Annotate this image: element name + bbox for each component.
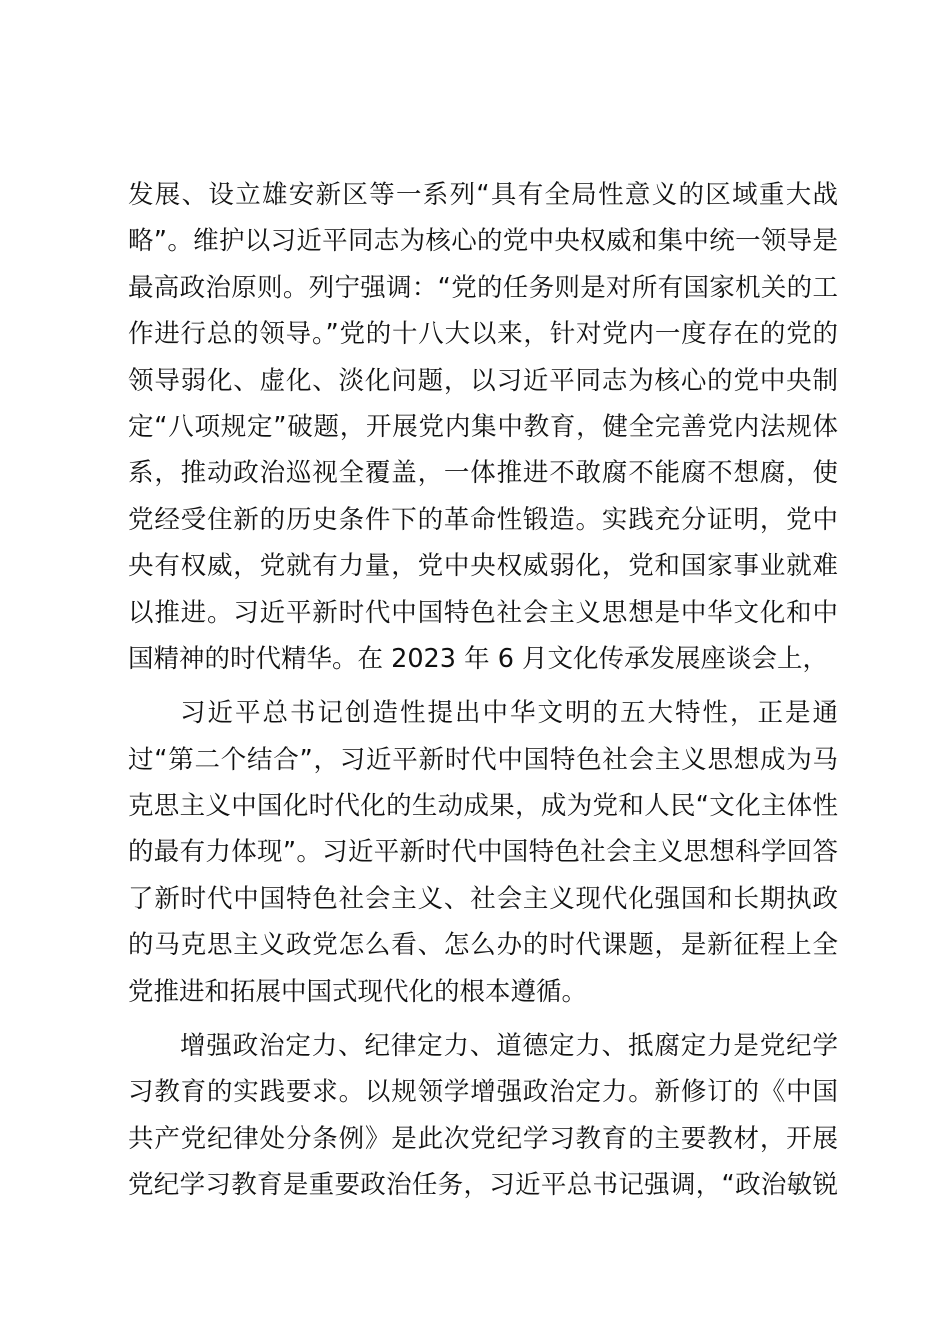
text-line: 定“八项规定”破题，开展党内集中教育，健全完善党内法规体 — [128, 411, 838, 442]
text-line: 的最有力体现”。习近平新时代中国特色社会主义思想科学回答 — [128, 837, 838, 868]
text-line: 了新时代中国特色社会主义、社会主义现代化强国和长期执政 — [128, 883, 838, 914]
text-line: 共产党纪律处分条例》是此次党纪学习教育的主要教材，开展 — [128, 1123, 838, 1154]
text-line: 最高政治原则。列宁强调：“党的任务则是对所有国家机关的工 — [128, 272, 838, 303]
text-line: 习近平总书记创造性提出中华文明的五大特性，正是通 — [180, 698, 838, 729]
paragraph-gap — [128, 682, 838, 690]
paragraph-2 — [128, 690, 838, 1015]
text-line: 克思主义中国化时代化的生动成果，成为党和人民“文化主体性 — [128, 791, 838, 822]
text-line: 增强政治定力、纪律定力、道德定力、抵腐定力是党纪学 — [180, 1031, 838, 1062]
text-line: 发展、设立雄安新区等一系列“具有全局性意义的区域重大战 — [128, 180, 838, 210]
paragraph-3 — [128, 1023, 838, 1209]
text-line: 党经受住新的历史条件下的革命性锻造。实践充分证明，党中 — [128, 504, 838, 535]
text-line: 国精神的时代精华。在 2023 年 6 月文化传承发展座谈会上， — [128, 643, 829, 674]
text-line: 系，推动政治巡视全覆盖，一体推进不敢腐不能腐不想腐，使 — [128, 458, 838, 489]
text-line: 习教育的实践要求。以规领学增强政治定力。新修订的《中国 — [128, 1077, 838, 1108]
text-line: 以推进。习近平新时代中国特色社会主义思想是中华文化和中 — [128, 597, 838, 628]
text-line: 领导弱化、虚化、淡化问题，以习近平同志为核心的党中央制 — [128, 365, 838, 396]
text-line: 党推进和拓展中国式现代化的根本遵循。 — [128, 976, 588, 1007]
text-line: 央有权威，党就有力量，党中央权威弱化，党和国家事业就难 — [128, 551, 838, 582]
text-line: 作进行总的领导。”党的十八大以来，针对党内一度存在的党的 — [128, 319, 838, 350]
body-text — [128, 172, 838, 1209]
paragraph-1 — [128, 172, 838, 682]
text-line: 的马克思主义政党怎么看、怎么办的时代课题，是新征程上全 — [128, 930, 838, 961]
text-line: 过“第二个结合”，习近平新时代中国特色社会主义思想成为马 — [128, 744, 838, 775]
text-line: 党纪学习教育是重要政治任务，习近平总书记强调，“政治敏锐 — [128, 1170, 838, 1201]
paragraph-gap — [128, 1015, 838, 1023]
text-line: 略”。维护以习近平同志为核心的党中央权威和集中统一领导是 — [128, 226, 838, 257]
